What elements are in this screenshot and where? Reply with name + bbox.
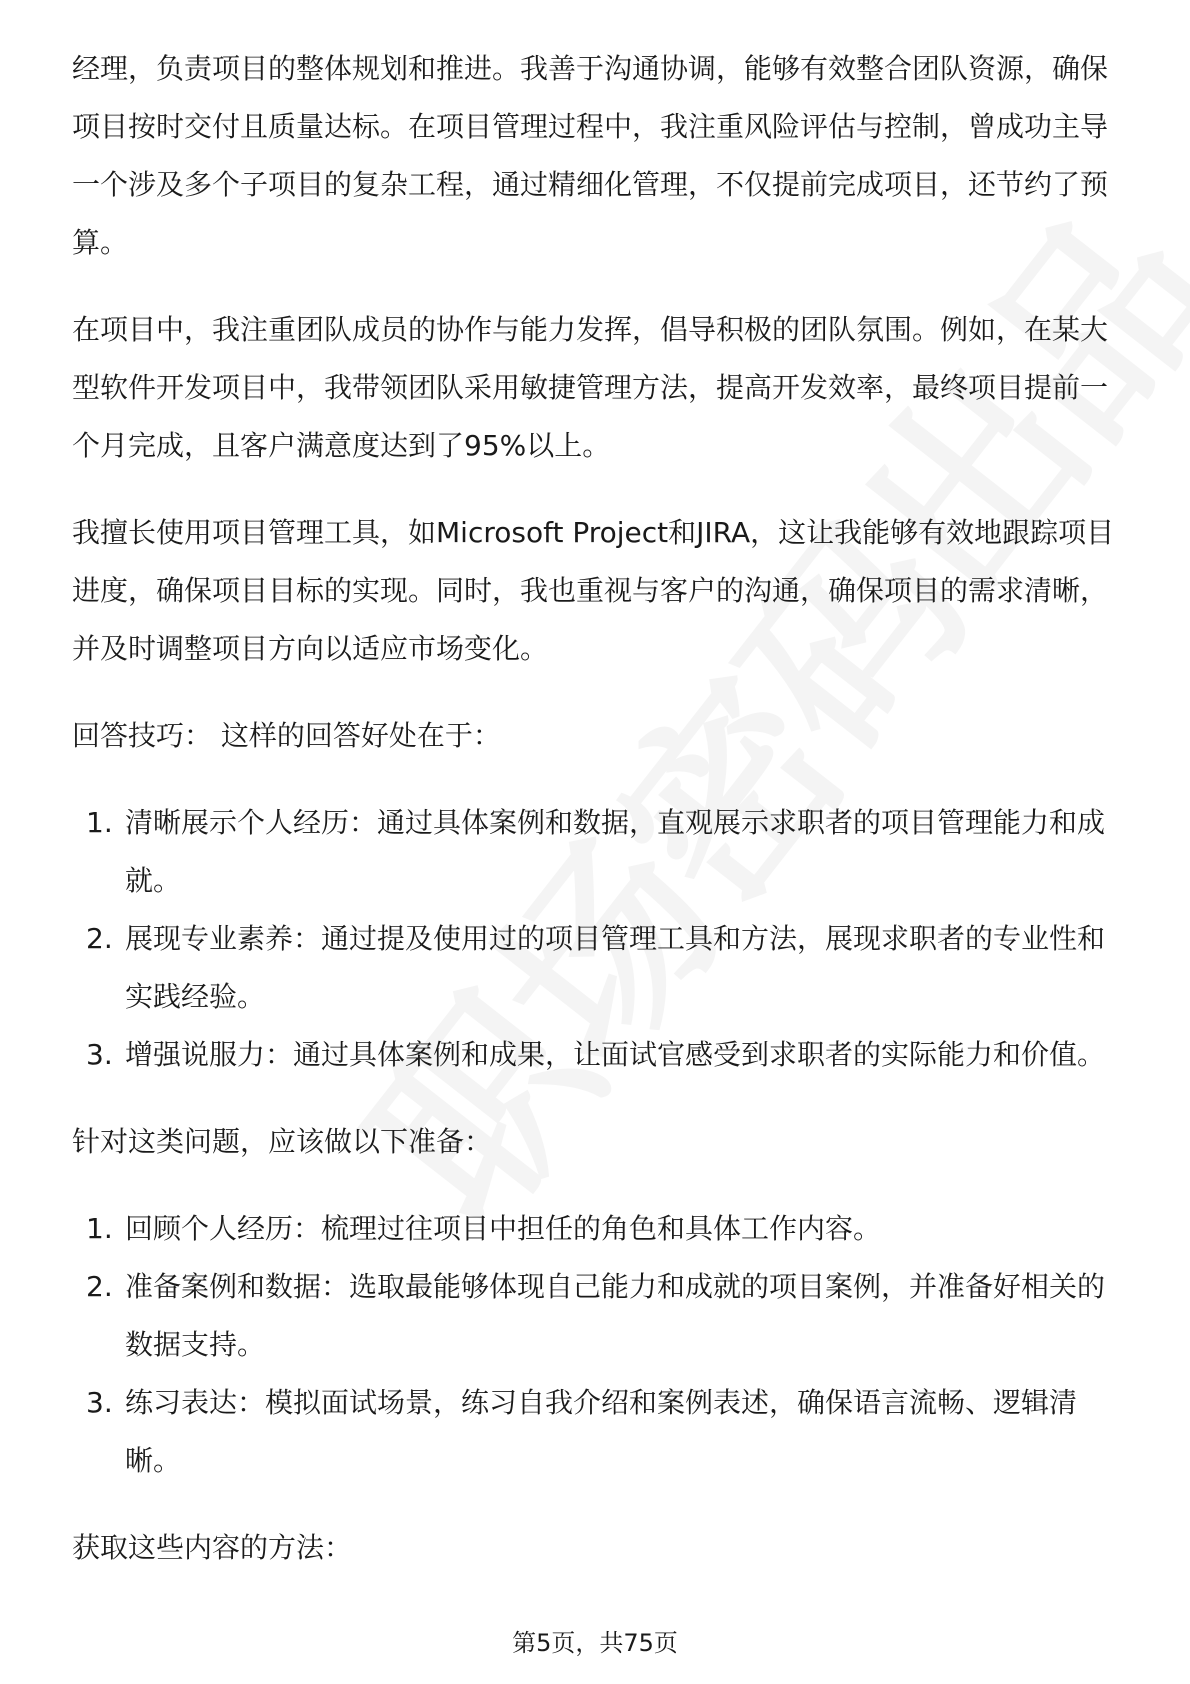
list-text: 展现专业素养：通过提及使用过的项目管理工具和方法，展现求职者的专业性和实践经验。 — [125, 922, 1106, 1013]
list-text: 准备案例和数据：选取最能够体现自己能力和成就的项目案例，并准备好相关的数据支持。 — [125, 1270, 1106, 1361]
list-number: 1. — [86, 1212, 113, 1245]
list-number: 1. — [86, 806, 113, 839]
prep-list — [72, 1200, 1122, 1490]
document-body — [72, 40, 1122, 1606]
paragraph: 经理，负责项目的整体规划和推进。我善于沟通协调，能够有效整合团队资源，确保项目按时交付且质量达标。在项目管理过程中，我注重风险评估与控制，曾成功主导一个涉及多个子项目的复杂工程，通过精细化管理，不仅提前完成项目，还节约了预算。 — [72, 52, 1109, 259]
prep-heading: 针对这类问题，应该做以下准备： — [72, 1125, 493, 1158]
list-item — [72, 794, 1122, 910]
list-text: 增强说服力：通过具体案例和成果，让面试官感受到求职者的实际能力和价值。 — [125, 1038, 1106, 1071]
list-item — [72, 910, 1122, 1026]
list-text: 回顾个人经历：梳理过往项目中担任的角色和具体工作内容。 — [125, 1212, 882, 1245]
list-text: 清晰展示个人经历：通过具体案例和数据，直观展示求职者的项目管理能力和成就。 — [125, 806, 1106, 897]
list-item — [72, 1200, 1122, 1258]
list-item — [72, 1026, 1122, 1084]
paragraph: 我擅长使用项目管理工具，如Microsoft Project和JIRA，这让我能够有效地跟踪项目进度，确保项目目标的实现。同时，我也重视与客户的沟通，确保项目的需求清晰，并及时调整项目方向以适应市场变化。 — [72, 516, 1115, 665]
page-footer: 第5页，共75页 — [512, 1629, 678, 1657]
list-item — [72, 1258, 1122, 1374]
paragraph: 在项目中，我注重团队成员的协作与能力发挥，倡导积极的团队氛围。例如，在某大型软件开发项目中，我带领团队采用敏捷管理方法，提高开发效率，最终项目提前一个月完成，且客户满意度达到了95%以上。 — [72, 313, 1109, 462]
tips-heading: 回答技巧： 这样的回答好处在于： — [72, 719, 501, 752]
tips-list — [72, 794, 1122, 1084]
list-number: 3. — [86, 1038, 113, 1071]
list-item — [72, 1374, 1122, 1490]
list-text: 练习表达：模拟面试场景，练习自我介绍和案例表述，确保语言流畅、逻辑清晰。 — [125, 1386, 1078, 1477]
list-number: 3. — [86, 1386, 113, 1419]
list-number: 2. — [86, 1270, 113, 1303]
list-number: 2. — [86, 922, 113, 955]
method-heading: 获取这些内容的方法： — [72, 1531, 353, 1564]
